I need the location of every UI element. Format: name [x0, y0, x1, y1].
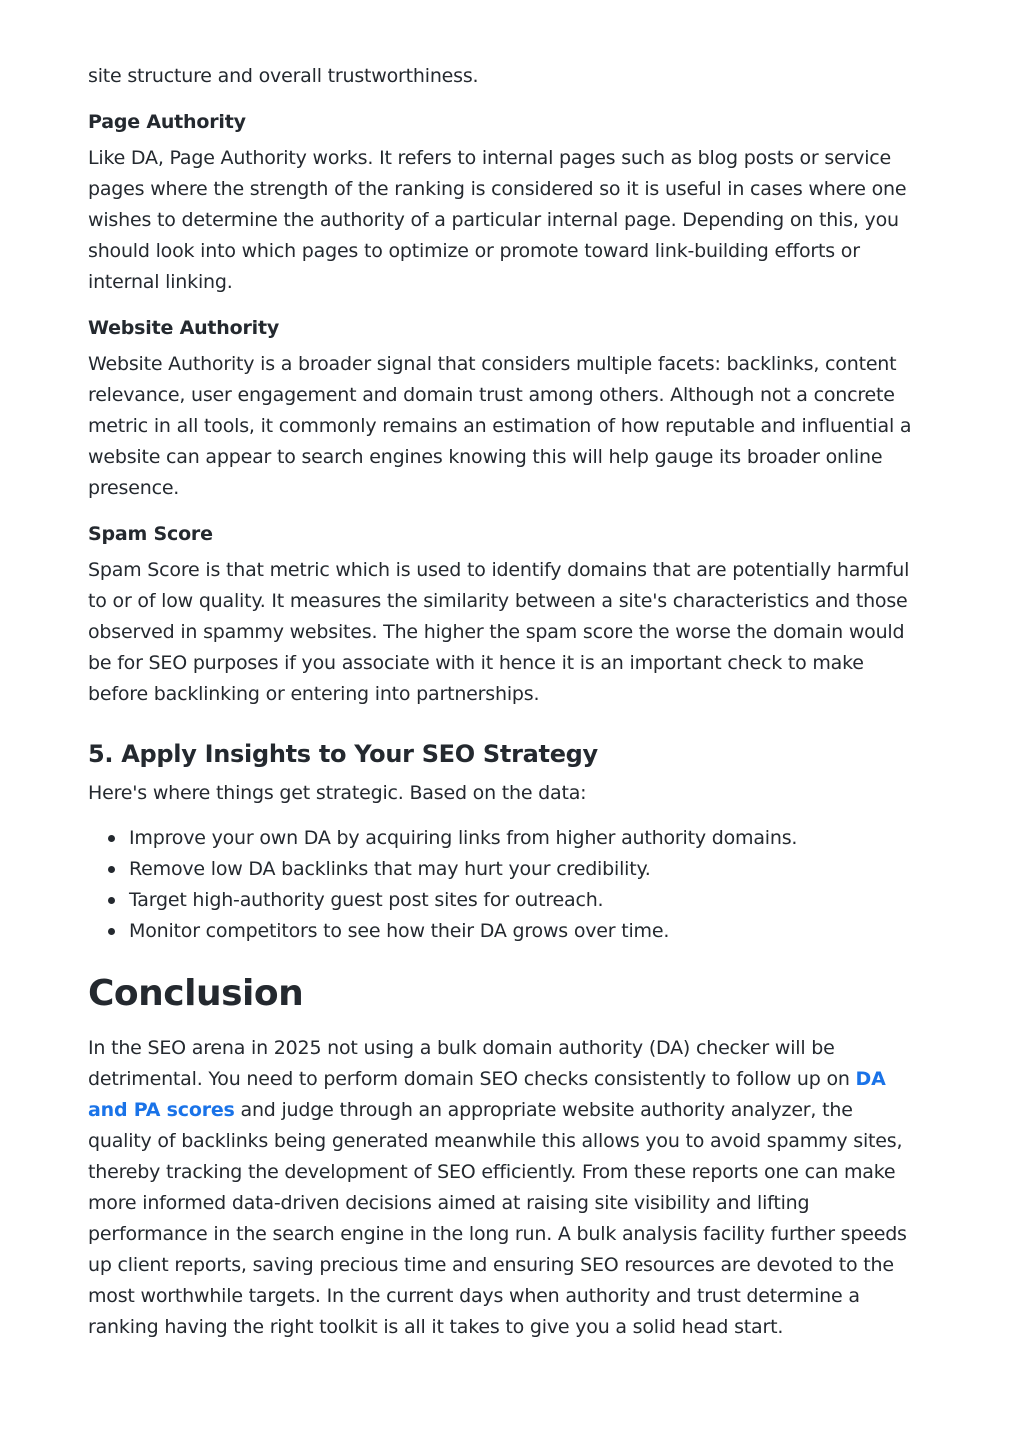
conclusion-text-before-link: In the SEO arena in 2025 not using a bulk domain authority (DA) checker will be detrimental. You need to perform domain SEO checks consistently to follow up on: [88, 1037, 856, 1090]
step-5-intro: Here's where things get strategic. Based on the data:: [88, 782, 587, 804]
spam-score-paragraph: Spam Score is that metric which is used to identify domains that are potentially harmful to or of low quality. It measures the similarity between a site's characteristics and those observed in spammy websites. The higher the spam score the worse the domain would be for SEO purposes if you associate with it hence it is an important check to make before backlinking or entering into partnerships.: [88, 559, 910, 705]
conclusion-paragraph: [88, 1033, 916, 1343]
list-item: Improve your own DA by acquiring links from higher authority domains.: [129, 823, 916, 854]
list-item: Target high-authority guest post sites for outreach.: [129, 885, 916, 916]
step-5-heading: 5. Apply Insights to Your SEO Strategy: [88, 740, 598, 768]
intro-paragraph-tail: site structure and overall trustworthiness.: [88, 65, 479, 87]
page-authority-heading: Page Authority: [88, 111, 246, 133]
list-item: Remove low DA backlinks that may hurt your credibility.: [129, 854, 916, 885]
conclusion-heading: Conclusion: [88, 973, 304, 1014]
website-authority-heading: Website Authority: [88, 317, 280, 339]
spam-score-heading: Spam Score: [88, 523, 213, 545]
page-authority-paragraph: Like DA, Page Authority works. It refers to internal pages such as blog posts or service pages where the strength of the ranking is considered so it is useful in cases where one wishes to determine the authority of a particular internal page. Depending on this, you should look into which pages to optimize or promote toward link-building efforts or internal linking.: [88, 147, 907, 293]
strategy-list: [88, 823, 916, 947]
website-authority-paragraph: Website Authority is a broader signal that considers multiple facets: backlinks, content relevance, user engagement and domain trust among others. Although not a concrete metric in all tools, it commonly remains an estimation of how reputable and influential a website can appear to search engines knowing this will help gauge its broader online presence.: [88, 353, 912, 499]
da-pa-scores-link[interactable]: DA and PA scores: [88, 1068, 886, 1121]
conclusion-text-after-link: and judge through an appropriate website authority analyzer, the quality of backlinks being generated meanwhile this allows you to avoid spammy sites, thereby tracking the development of SEO efficiently. From these reports one can make more informed data-driven decisions aimed at raising site visibility and lifting performance in the search engine in the long run. A bulk analysis facility further speeds up client reports, saving precious time and ensuring SEO resources are devoted to the most worthwhile targets. In the current days when authority and trust determine a ranking having the right toolkit is all it takes to give you a solid head start.: [88, 1099, 907, 1338]
list-item: Monitor competitors to see how their DA grows over time.: [129, 916, 916, 947]
